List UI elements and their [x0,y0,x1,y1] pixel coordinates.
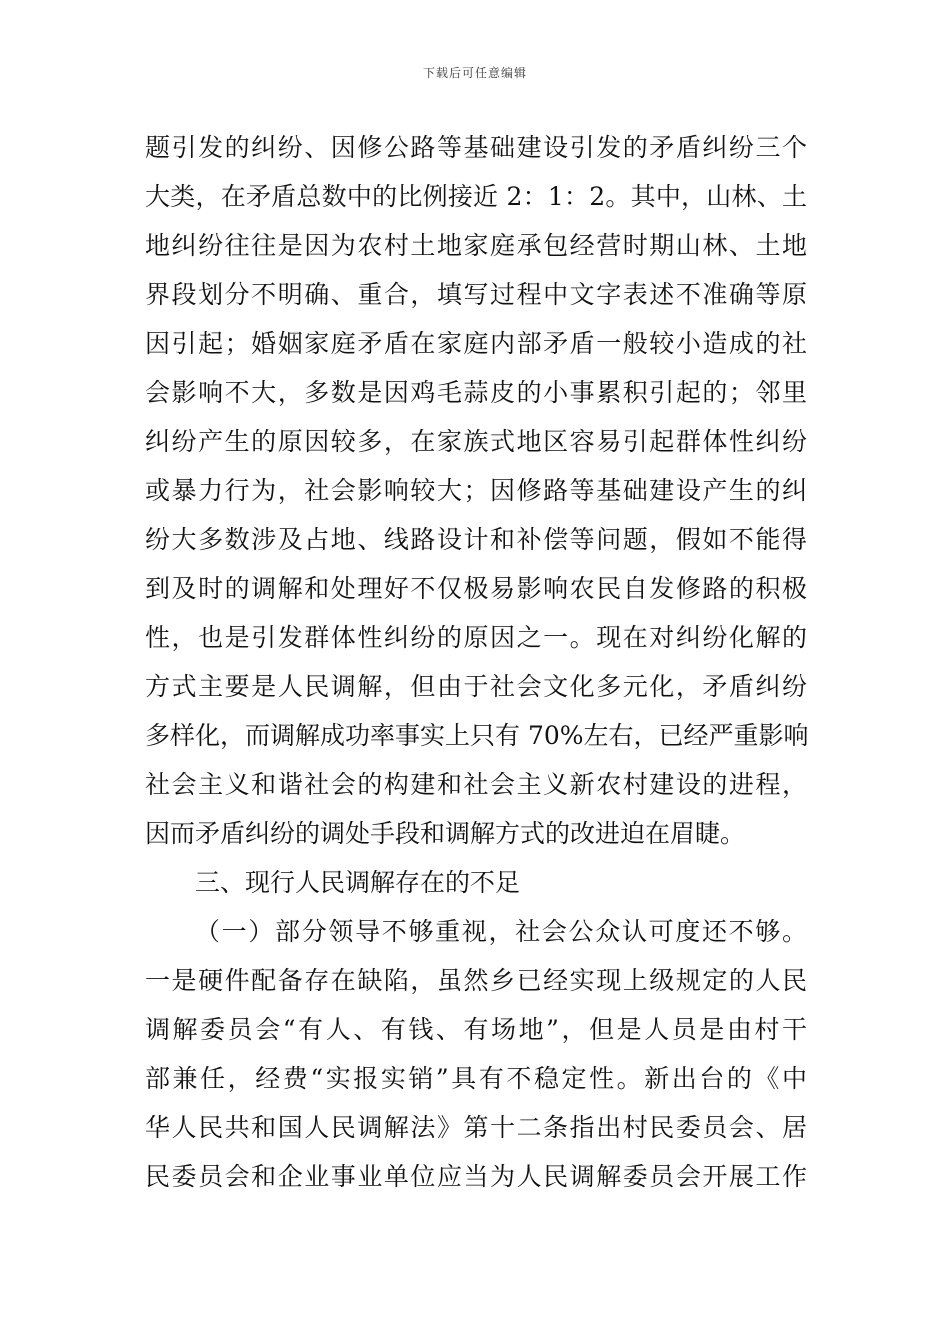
text-line: 华人民共和国人民调解法》第十二条指出村民委员会、居 [145,1113,807,1142]
body-text [145,128,807,1206]
text-line: 一是硬件配备存在缺陷，虽然乡已经实现上级规定的人民 [145,966,807,995]
text-line: 多样化，而调解成功率事实上只有 70%左右，已经严重影响 [145,721,809,750]
text-line: 界段划分不明确、重合，填写过程中文字表述不准确等原 [145,280,807,309]
text-line: 到及时的调解和处理好不仅极易影响农民自发修路的积极 [145,574,807,603]
text-line: 地纠纷往往是因为农村土地家庭承包经营时期山林、土地 [145,231,807,260]
header-note: 下载后可任意编辑 [422,66,527,80]
text-line: 纠纷产生的原因较多，在家族式地区容易引起群体性纠纷 [145,427,807,456]
text-line: 性，也是引发群体性纠纷的原因之一。现在对纠纷化解的 [145,623,807,652]
text-line: 会影响不大，多数是因鸡毛蒜皮的小事累积引起的；邻里 [145,378,807,407]
text-line: 题引发的纠纷、因修公路等基础建设引发的矛盾纠纷三个 [145,133,807,162]
text-line: 大类，在矛盾总数中的比例接近 2：1：2。其中，山林、土 [145,182,807,211]
section-heading: 三、现行人民调解存在的不足 [195,868,521,897]
text-line: 部兼任，经费“实报实销”具有不稳定性。新出台的《中 [145,1064,807,1093]
text-line: 社会主义和谐社会的构建和社会主义新农村建设的进程， [145,770,807,799]
text-line: 方式主要是人民调解，但由于社会文化多元化，矛盾纠纷 [145,672,807,701]
text-line: 民委员会和企业事业单位应当为人民调解委员会开展工作 [145,1162,807,1191]
text-line: 因引起；婚姻家庭矛盾在家庭内部矛盾一般较小造成的社 [145,329,807,358]
text-line: 因而矛盾纠纷的调处手段和调解方式的改进迫在眉睫。 [145,819,746,848]
text-line: 纷大多数涉及占地、线路设计和补偿等问题，假如不能得 [145,525,807,554]
subsection-heading: （一）部分领导不够重视，社会公众认可度还不够。 [195,917,807,946]
text-line: 或暴力行为，社会影响较大；因修路等基础建设产生的纠 [145,476,807,505]
text-line: 调解委员会“有人、有钱、有场地”，但是人员是由村干 [145,1015,807,1044]
